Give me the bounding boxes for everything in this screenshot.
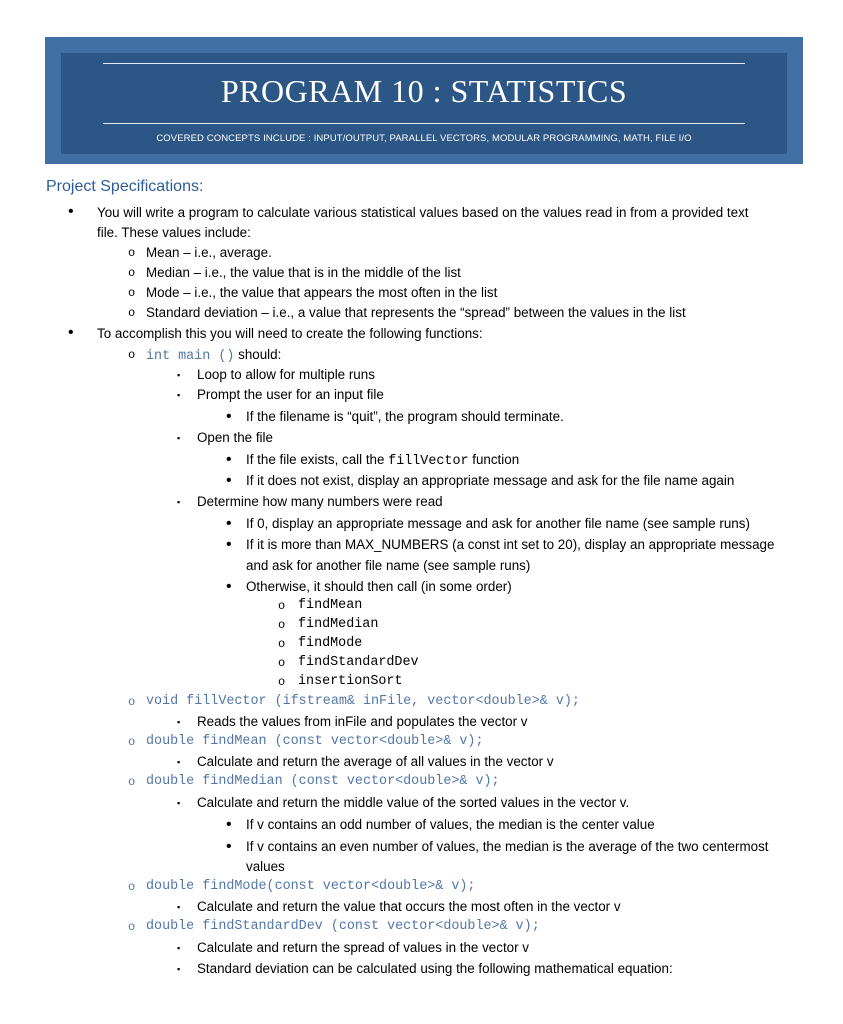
square-marker: ▪ bbox=[177, 943, 181, 953]
intro-text-line-2: file. These values include: bbox=[97, 225, 251, 240]
main-function-item bbox=[146, 346, 281, 366]
circle-marker: o bbox=[128, 266, 136, 280]
circle-marker: o bbox=[128, 880, 136, 894]
square-marker: ▪ bbox=[177, 717, 181, 727]
circle-marker: o bbox=[128, 735, 136, 749]
main-signature-suffix: should: bbox=[234, 347, 282, 362]
circle-marker: o bbox=[278, 618, 286, 632]
call-find-mean: findMean bbox=[298, 598, 363, 613]
circle-marker: o bbox=[128, 920, 136, 934]
square-marker: ▪ bbox=[177, 497, 181, 507]
value-item-mean: Mean – i.e., average. bbox=[146, 245, 272, 260]
fillvector-description: Reads the values from inFile and populates the vector v bbox=[197, 714, 528, 729]
square-marker: ▪ bbox=[177, 757, 181, 767]
findmedian-description: Calculate and return the middle value of the sorted values in the vector v. bbox=[197, 795, 630, 810]
main-max-case-line-2: and ask for another file name (see sample runs) bbox=[246, 558, 531, 573]
main-zero-case: If 0, display an appropriate message and ask for another file name (see sample runs) bbox=[246, 516, 750, 531]
bullet-marker: • bbox=[226, 838, 232, 855]
title-banner-panel bbox=[61, 53, 787, 154]
circle-marker: o bbox=[278, 656, 286, 670]
findmedian-signature: double findMedian (const vector<double>& v); bbox=[146, 774, 500, 789]
call-find-median: findMedian bbox=[298, 617, 379, 632]
findstandarddev-signature: double findStandardDev (const vector<double>& v); bbox=[146, 919, 540, 934]
circle-marker: o bbox=[278, 637, 286, 651]
square-marker: ▪ bbox=[177, 964, 181, 974]
value-item-mode: Mode – i.e., the value that appears the most often in the list bbox=[146, 285, 498, 300]
bullet-marker: • bbox=[226, 578, 232, 595]
section-heading: Project Specifications: bbox=[46, 178, 204, 195]
circle-marker: o bbox=[128, 286, 136, 300]
call-find-standard-dev: findStandardDev bbox=[298, 655, 419, 670]
standard-deviation-equation-note: Standard deviation can be calculated using the following mathematical equation: bbox=[197, 961, 673, 976]
main-max-case-line-1: If it is more than MAX_NUMBERS (a const int set to 20), display an appropriate message bbox=[246, 537, 775, 552]
bullet-marker: • bbox=[68, 203, 74, 220]
median-odd-case: If v contains an odd number of values, the median is the center value bbox=[246, 817, 655, 832]
circle-marker: o bbox=[128, 246, 136, 260]
circle-marker: o bbox=[128, 306, 136, 320]
title-banner bbox=[45, 37, 803, 164]
main-file-not-exists: If it does not exist, display an appropriate message and ask for the file name again bbox=[246, 473, 735, 488]
bullet-marker: • bbox=[226, 408, 232, 425]
findmean-description: Calculate and return the average of all values in the vector v bbox=[197, 754, 554, 769]
main-otherwise-case: Otherwise, it should then call (in some order) bbox=[246, 579, 512, 594]
banner-top-rule bbox=[103, 63, 745, 64]
bullet-marker: • bbox=[226, 816, 232, 833]
accomplish-text: To accomplish this you will need to create the following functions: bbox=[97, 326, 483, 341]
fillvector-signature: void fillVector (ifstream& inFile, vector<double>& v); bbox=[146, 694, 580, 709]
circle-marker: o bbox=[278, 599, 286, 613]
main-determine-step: Determine how many numbers were read bbox=[197, 494, 443, 509]
main-prompt-step: Prompt the user for an input file bbox=[197, 387, 384, 402]
median-even-case-line-2: values bbox=[246, 859, 285, 874]
bullet-marker: • bbox=[68, 324, 74, 341]
call-find-mode: findMode bbox=[298, 636, 363, 651]
median-even-case-line-1: If v contains an even number of values, the median is the average of the two centermost bbox=[246, 839, 769, 854]
bullet-marker: • bbox=[226, 515, 232, 532]
covered-concepts-subtitle: COVERED CONCEPTS INCLUDE : INPUT/OUTPUT, PARALLEL VECTORS, MODULAR PROGRAMMING, MATH, FILE I/O bbox=[156, 133, 692, 144]
bullet-marker: • bbox=[226, 536, 232, 553]
call-insertion-sort: insertionSort bbox=[298, 674, 403, 689]
fillvector-code: fillVector bbox=[388, 454, 469, 469]
square-marker: ▪ bbox=[177, 902, 181, 912]
main-file-exists bbox=[246, 451, 519, 471]
circle-marker: o bbox=[128, 775, 136, 789]
intro-text-line-1: You will write a program to calculate various statistical values based on the values read in from a provided text bbox=[97, 205, 749, 220]
circle-marker: o bbox=[128, 348, 136, 362]
bullet-marker: • bbox=[226, 451, 232, 468]
findmode-signature: double findMode(const vector<double>& v); bbox=[146, 879, 476, 894]
main-signature: int main () bbox=[146, 349, 235, 364]
circle-marker: o bbox=[128, 695, 136, 709]
square-marker: ▪ bbox=[177, 433, 181, 443]
main-quit-condition: If the filename is “quit”, the program should terminate. bbox=[246, 409, 564, 424]
main-loop-step: Loop to allow for multiple runs bbox=[197, 367, 375, 382]
file-exists-text: If the file exists, call the bbox=[246, 452, 389, 467]
value-item-std-dev: Standard deviation – i.e., a value that represents the “spread” between the values in the list bbox=[146, 305, 686, 320]
findmode-description: Calculate and return the value that occurs the most often in the vector v bbox=[197, 899, 621, 914]
main-open-step: Open the file bbox=[197, 430, 273, 445]
page-title: PROGRAM 10 : STATISTICS bbox=[220, 73, 628, 109]
value-item-median: Median – i.e., the value that is in the middle of the list bbox=[146, 265, 461, 280]
square-marker: ▪ bbox=[177, 798, 181, 808]
findstandarddev-description: Calculate and return the spread of values in the vector v bbox=[197, 940, 529, 955]
bullet-marker: • bbox=[226, 472, 232, 489]
square-marker: ▪ bbox=[177, 390, 181, 400]
file-exists-suffix: function bbox=[468, 452, 520, 467]
square-marker: ▪ bbox=[177, 370, 181, 380]
circle-marker: o bbox=[278, 675, 286, 689]
banner-bottom-rule bbox=[103, 123, 745, 124]
findmean-signature: double findMean (const vector<double>& v); bbox=[146, 734, 484, 749]
